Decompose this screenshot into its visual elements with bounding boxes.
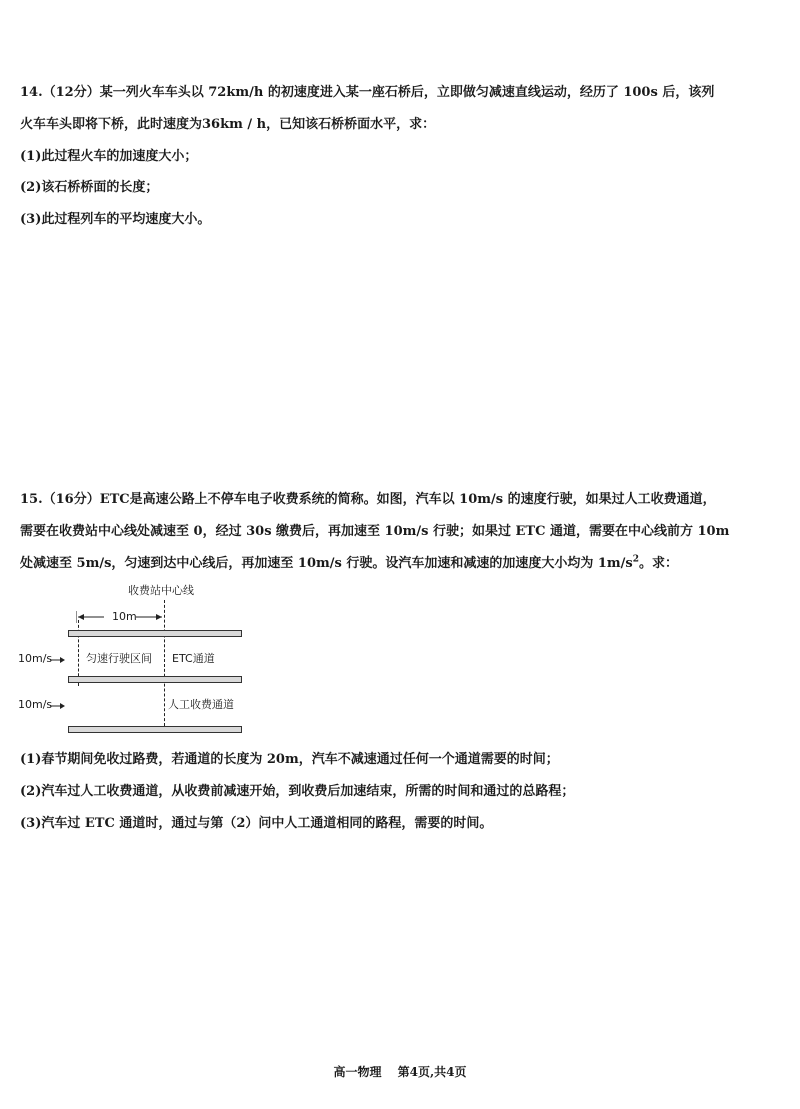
distance-label: 10m	[112, 610, 137, 623]
lane2-speed-label: 10m/s	[18, 698, 53, 711]
lane1-arrow-icon	[50, 656, 66, 664]
q15-sub-question-3: (3)汽车过 ETC 通道时，通过与第（2）问中人工通道相同的路程，需要的时间。	[20, 816, 493, 831]
q15-sub-question-1: (1)春节期间免收过路费，若通道的长度为 20m，汽车不减速通过任何一个通道需要的时间；	[20, 752, 559, 767]
center-dashed-line	[164, 600, 165, 726]
lane2-name-label: 人工收费通道	[168, 698, 234, 711]
q14-sub-question-1: (1)此过程火车的加速度大小；	[20, 149, 198, 164]
lane2-arrow-icon	[50, 702, 66, 710]
q15-stem-line2: 需要在收费站中心线处减速至 0，经过 30s 缴费后，再加速至 10m/s 行驶；如果过 ETC 通道，需要在中心线前方 10m	[20, 524, 730, 539]
q15-sub-question-2: (2)汽车过人工收费通道，从收费前减速开始，到收费后加速结束，所需的时间和通过的总路程；	[20, 784, 575, 799]
road-boundary-top	[68, 630, 242, 637]
q15-stem-line3-main: 处减速至 5m/s，匀速到达中心线后，再加速至 10m/s 行驶。设汽车加速和减速的加速度大小均为 1m/s	[20, 556, 633, 571]
lane1-speed-label: 10m/s	[18, 652, 53, 665]
road-boundary-bottom	[68, 726, 242, 733]
q14-sub-question-2: (2)该石桥桥面的长度；	[20, 180, 159, 195]
q15-stem-line3	[20, 555, 678, 573]
center-line-label: 收费站中心线	[128, 584, 194, 597]
toll-lanes-diagram	[0, 580, 260, 740]
lane1-name-label: ETC通道	[172, 652, 215, 665]
q14-sub-question-3: (3)此过程列车的平均速度大小。	[20, 212, 211, 227]
lane1-zone-label: 匀速行驶区间	[86, 652, 152, 665]
q15-stem-line3-end: 。求：	[639, 556, 679, 571]
footer-subject: 高一物理	[333, 1065, 382, 1079]
road-boundary-middle	[68, 676, 242, 683]
q15-stem-line3-superscript: 2	[632, 554, 640, 565]
footer-page-number: 第4页,共4页	[397, 1065, 467, 1079]
q14-stem-line2: 火车车头即将下桥，此时速度为36km / h，已知该石桥桥面水平，求：	[20, 117, 436, 132]
q14-stem-line1: 14.（12分）某一列火车车头以 72km/h 的初速度进入某一座石桥后，立即做匀减速直线运动，经历了 100s 后，该列	[20, 85, 715, 100]
page-footer	[0, 1063, 800, 1080]
q15-stem-line1: 15.（16分）ETC是高速公路上不停车电子收费系统的简称。如图，汽车以 10m/s 的速度行驶，如果过人工收费通道，	[20, 492, 716, 507]
